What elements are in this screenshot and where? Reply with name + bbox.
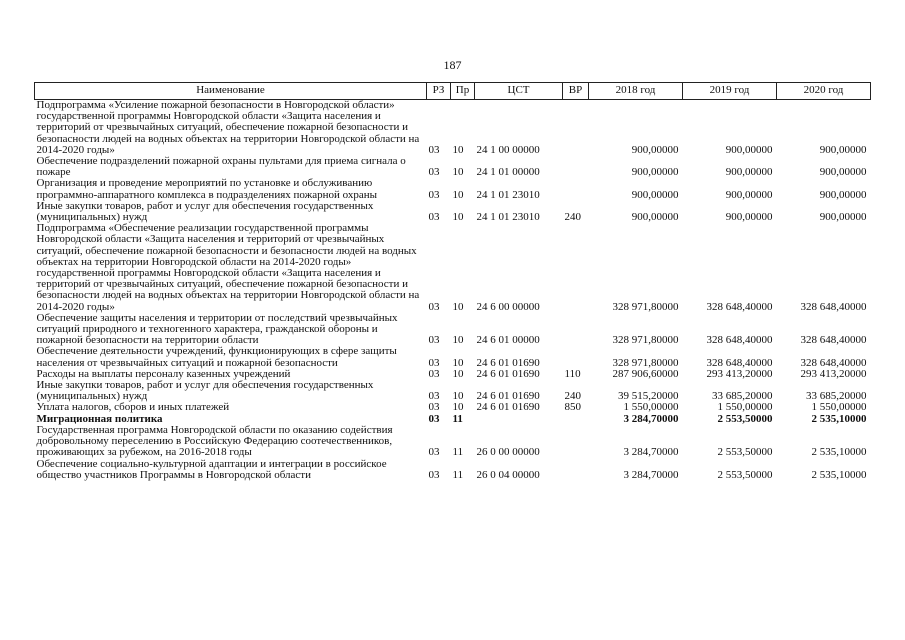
cell-rz: 03 (428, 300, 440, 313)
table-row (35, 313, 871, 347)
cell-rz: 03 (428, 401, 440, 414)
cell-2018: 1 550,00000 (623, 401, 679, 414)
cell-rz: 03 (428, 188, 440, 201)
cell-cst: 26 0 04 00000 (476, 468, 540, 481)
cell-vr: 850 (564, 401, 581, 414)
cell-2018: 900,00000 (631, 211, 679, 224)
cell-pr: 10 (452, 401, 464, 414)
cell-pr: 10 (452, 390, 464, 403)
cell-2018: 3 284,70000 (623, 468, 679, 481)
cell-2020: 2 535,10000 (811, 468, 867, 481)
cell-vr: 110 (564, 367, 581, 380)
cell-name: Уплата налогов, сборов и иных платежей (36, 401, 230, 414)
cell-pr: 10 (452, 211, 464, 224)
cell-cst: 24 6 01 01690 (476, 367, 540, 380)
cell-name: Обеспечение защиты населения и территории от последствий чрезвычайных ситуаций природного и техногенного характера, гражданской обороны и пожарной безопасности на территории области (36, 311, 398, 347)
cell-name: Расходы на выплаты персоналу казенных учреждений (36, 367, 291, 380)
cell-2018: 900,00000 (631, 143, 679, 156)
table-row (35, 100, 871, 157)
cell-2018: 287 906,60000 (612, 367, 679, 380)
table-row (35, 223, 871, 313)
cell-name: Обеспечение деятельности учреждений, функционирующих в сфере защиты населения от чрезвычайных ситуаций и пожарной безопасности (36, 345, 397, 369)
cell-pr: 11 (452, 468, 464, 481)
header-rz: РЗ (427, 83, 451, 100)
cell-rz: 03 (428, 412, 440, 425)
cell-2018: 328 971,80000 (612, 356, 679, 369)
cell-vr (563, 459, 589, 481)
cell-2019: 2 553,50000 (717, 468, 773, 481)
header-2018: 2018 год (589, 83, 683, 100)
cell-vr (563, 100, 589, 157)
cell-rz: 03 (428, 143, 440, 156)
table-row (35, 380, 871, 402)
cell-2020: 900,00000 (819, 188, 867, 201)
cell-cst: 24 1 01 23010 (476, 211, 540, 224)
cell-vr (563, 223, 589, 313)
cell-2019: 900,00000 (725, 188, 773, 201)
budget-table (34, 82, 871, 481)
cell-name: Миграционная политика (36, 412, 163, 425)
cell-vr: 240 (564, 211, 581, 224)
cell-pr: 11 (452, 412, 463, 425)
cell-2018: 328 971,80000 (612, 300, 679, 313)
cell-vr (563, 156, 589, 178)
cell-name: Обеспечение подразделений пожарной охраны пультами для приема сигнала о пожаре (36, 155, 406, 179)
cell-name: Организация и проведение мероприятий по установке и обслуживанию программно-аппаратного комплекса в подразделениях пожарной охраны (36, 177, 378, 201)
table-row (35, 346, 871, 368)
cell-pr: 10 (452, 188, 464, 201)
cell-pr: 10 (452, 356, 464, 369)
cell-2020: 900,00000 (819, 166, 867, 179)
cell-2019: 2 553,50000 (717, 446, 773, 459)
header-name: Наименование (35, 83, 427, 100)
cell-rz: 03 (428, 367, 440, 380)
cell-2019: 2 553,50000 (717, 412, 773, 425)
table-row (35, 201, 871, 223)
cell-pr: 11 (452, 446, 464, 459)
table-row (35, 459, 871, 481)
cell-2020: 328 648,40000 (800, 334, 867, 347)
cell-pr: 10 (452, 334, 464, 347)
cell-2018: 3 284,70000 (623, 446, 679, 459)
cell-2020: 2 535,10000 (811, 446, 867, 459)
cell-rz: 03 (428, 166, 440, 179)
table-row (35, 425, 871, 459)
cell-name: Иные закупки товаров, работ и услуг для обеспечения государственных (муниципальных) нужд (36, 199, 374, 224)
cell-2018: 39 515,20000 (618, 390, 679, 403)
cell-cst: 24 6 01 00000 (476, 334, 540, 347)
cell-cst: 24 6 01 01690 (476, 401, 540, 414)
cell-2020: 1 550,00000 (811, 401, 867, 414)
cell-cst: 24 1 01 00000 (476, 166, 540, 179)
cell-rz: 03 (428, 468, 440, 481)
cell-pr: 10 (452, 143, 464, 156)
cell-2020: 293 413,20000 (800, 367, 867, 380)
header-vr: ВР (563, 83, 589, 100)
cell-2019: 328 648,40000 (706, 334, 773, 347)
header-cst: ЦСТ (475, 83, 563, 100)
table-row (35, 402, 871, 413)
table-row (35, 178, 871, 200)
cell-2019: 328 648,40000 (706, 356, 773, 369)
cell-vr (563, 178, 589, 200)
cell-cst (475, 414, 563, 425)
cell-cst: 24 6 01 01690 (476, 390, 540, 403)
cell-2019: 900,00000 (725, 166, 773, 179)
cell-2019: 293 413,20000 (706, 367, 773, 380)
cell-pr: 10 (452, 300, 464, 313)
cell-rz: 03 (428, 390, 440, 403)
cell-2019: 33 685,20000 (712, 390, 773, 403)
cell-vr: 240 (564, 390, 581, 403)
cell-2020: 328 648,40000 (800, 356, 867, 369)
table-row (35, 156, 871, 178)
cell-cst: 24 6 01 01690 (476, 356, 540, 369)
cell-2020: 2 535,10000 (811, 412, 867, 425)
cell-rz: 03 (428, 334, 440, 347)
table-header-row (35, 83, 871, 100)
cell-2020: 33 685,20000 (806, 390, 867, 403)
cell-2018: 900,00000 (631, 166, 679, 179)
cell-2018: 900,00000 (631, 188, 679, 201)
cell-2019: 328 648,40000 (706, 300, 773, 313)
header-pr: Пр (451, 83, 475, 100)
cell-rz: 03 (428, 356, 440, 369)
cell-2020: 900,00000 (819, 143, 867, 156)
cell-cst: 26 0 00 00000 (476, 446, 540, 459)
cell-pr: 10 (452, 367, 464, 380)
cell-vr (563, 346, 589, 368)
cell-2018: 328 971,80000 (612, 334, 679, 347)
cell-cst: 24 6 00 00000 (476, 300, 540, 313)
cell-name: Подпрограмма «Усиление пожарной безопасности в Новгородской области» государственной программы Новгородской области «Защита населения и территорий от чрезвычайных ситуаций, обеспечение пожарной безопасности и безопасности людей на водных объектах на территории Новгородской области на 2014-2020 годы» (36, 99, 420, 156)
header-2020: 2020 год (777, 83, 871, 100)
cell-pr: 10 (452, 166, 464, 179)
page-number: 187 (443, 58, 462, 72)
cell-vr (563, 414, 589, 425)
cell-vr (563, 425, 589, 459)
cell-rz: 03 (428, 446, 440, 459)
cell-2019: 900,00000 (725, 143, 773, 156)
cell-2019: 1 550,00000 (717, 401, 773, 414)
cell-cst: 24 1 00 00000 (476, 143, 540, 156)
cell-cst: 24 1 01 23010 (476, 188, 540, 201)
cell-name: Государственная программа Новгородской области по оказанию содействия добровольному переселению в Российскую Федерацию соотечественников, проживающих за рубежом, на 2016-2018 годы (36, 423, 393, 459)
cell-name: Подпрограмма «Обеспечение реализации государственной программы Новгородской области «Защита населения и территорий от чрезвычайных ситуаций, обеспечение пожарной безопасности и безопасности людей на водных объектах на территории Новгородской области на 2014-2020 годы» государственной программы Новгородской области «Защита населения и территорий от чрезвычайных ситуаций, обеспечение пожарной безопасности и безопасности людей на водных объектах на территории Новгородской области на 2014-2020 годы» (36, 222, 420, 313)
cell-2020: 900,00000 (819, 211, 867, 224)
cell-2018: 3 284,70000 (623, 412, 679, 425)
cell-vr (563, 313, 589, 347)
cell-name: Обеспечение социально-культурной адаптации и интеграции в российское общество участников Программы в Новгородской области (36, 457, 387, 481)
cell-2019: 900,00000 (725, 211, 773, 224)
cell-rz: 03 (428, 211, 440, 224)
header-2019: 2019 год (683, 83, 777, 100)
cell-2020: 328 648,40000 (800, 300, 867, 313)
cell-name: Иные закупки товаров, работ и услуг для обеспечения государственных (муниципальных) нужд (36, 379, 374, 403)
